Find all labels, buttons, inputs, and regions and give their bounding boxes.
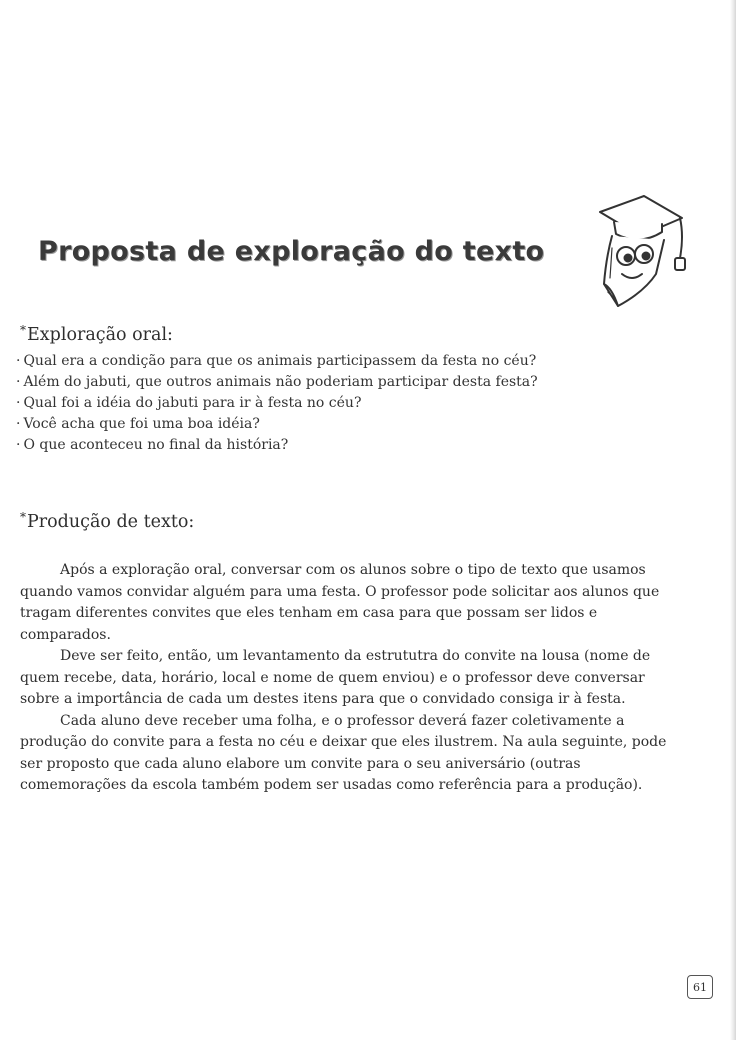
section-heading-production xyxy=(20,512,194,532)
list-item: · Qual foi a idéia do jabuti para ir à festa no céu? xyxy=(16,393,538,414)
asterisk-marker: * xyxy=(20,323,26,337)
page-number: 61 xyxy=(687,975,713,999)
question-list xyxy=(16,351,538,456)
asterisk-marker: * xyxy=(20,510,26,524)
paragraph: Após a exploração oral, conversar com os alunos sobre o tipo de texto que usamos quando vamos convidar alguém para uma festa. O professor pode solicitar aos alunos que tragam diferentes convites que eles tenham em casa para que possam ser lidos e comparados. xyxy=(20,562,660,643)
pencil-graduate-mascot-icon xyxy=(582,188,694,318)
section-heading-label: Exploração oral: xyxy=(27,325,173,345)
section-heading-label: Produção de texto: xyxy=(27,512,195,532)
section-heading-oral xyxy=(20,325,173,345)
paragraph: Cada aluno deve receber uma folha, e o professor deverá fazer coletivamente a produção do convite para a festa no céu e deixar que eles ilustrem. Na aula seguinte, pode ser proposto que cada aluno elabore um convite para o seu aniversário (outras comemorações da escola também podem ser usadas como referência para a produção). xyxy=(20,712,667,793)
list-item: · Você acha que foi uma boa idéia? xyxy=(16,414,538,435)
list-item: · Qual era a condição para que os animais participassem da festa no céu? xyxy=(16,351,538,372)
page-edge-shadow xyxy=(730,0,736,1040)
paragraph: Deve ser feito, então, um levantamento da estrututra do convite na lousa (nome de quem recebe, data, horário, local e nome de quem enviou) e o professor deve conversar sobre a importância de cada um destes itens para que o convidado consiga ir à festa. xyxy=(20,648,651,707)
list-item: · O que aconteceu no final da história? xyxy=(16,435,538,456)
list-item: · Além do jabuti, que outros animais não poderiam participar desta festa? xyxy=(16,372,538,393)
production-body xyxy=(20,560,680,797)
page-title: Proposta de exploração do texto xyxy=(38,236,545,267)
